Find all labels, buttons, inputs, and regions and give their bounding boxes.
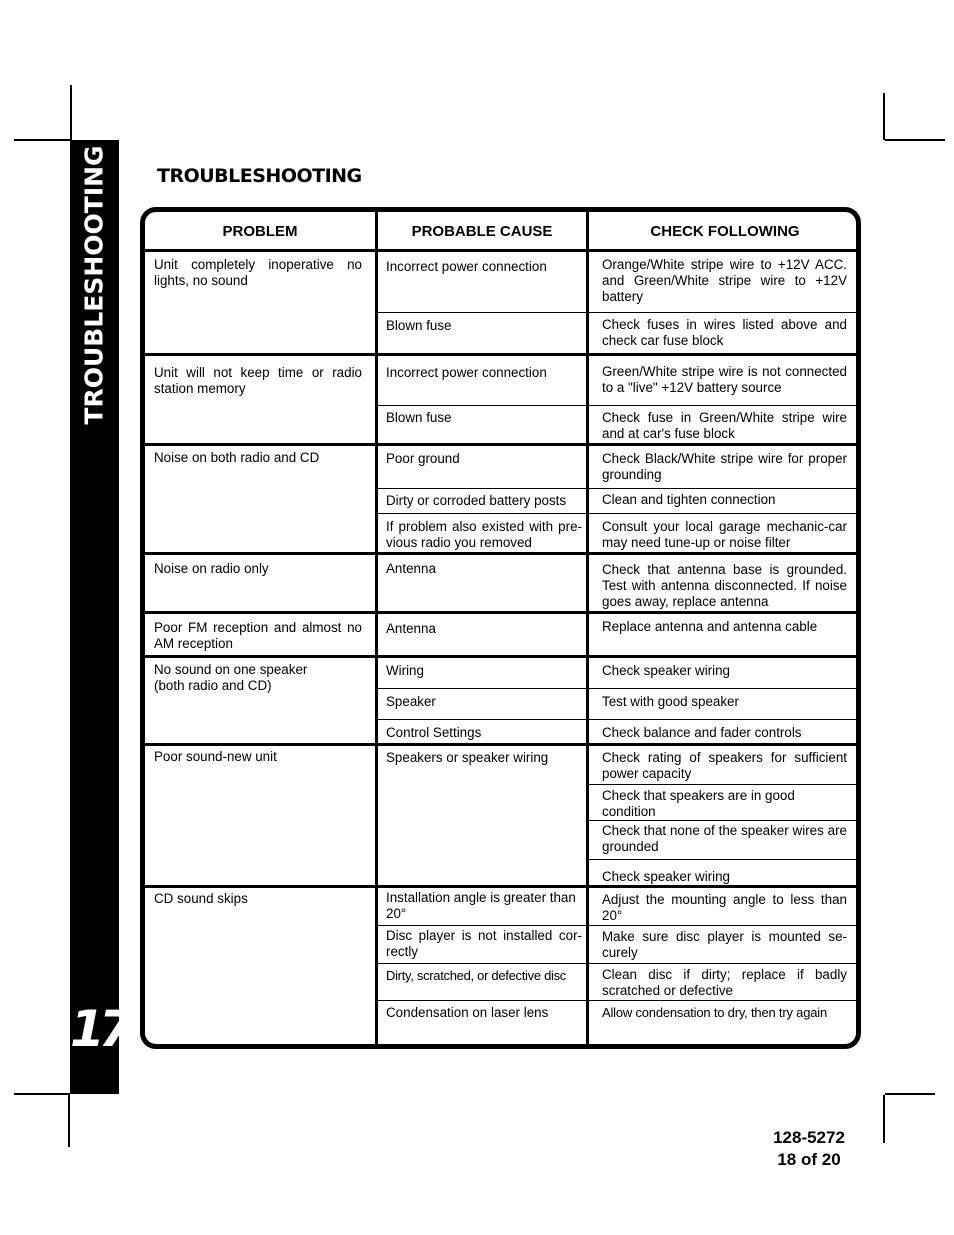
cause-cell: If problem also existed with pre-vious radio you removed — [386, 519, 582, 550]
problem-cell: Unit completely inoperative no lights, no sound — [154, 257, 362, 288]
check-cell: Replace antenna and antenna cable — [602, 619, 818, 634]
check-cell: Check that none of the speaker wires are grounded — [602, 823, 847, 854]
cause-cell: Incorrect power connection — [386, 365, 547, 380]
crop-mark — [883, 93, 885, 140]
crop-mark — [883, 1095, 885, 1143]
column-header-cause: PROBABLE CAUSE — [411, 222, 553, 240]
problem-cell: No sound on one speaker (both radio and CD) — [154, 662, 308, 693]
page-heading: TROUBLESHOOTING — [157, 165, 362, 187]
cause-cell: Installation angle is greater than 20° — [386, 890, 576, 921]
check-cell: Check balance and fader controls — [602, 725, 802, 740]
problem-cell: Noise on both radio and CD — [154, 450, 320, 465]
check-cell: Check that antenna base is grounded. Test with antenna disconnected. If noise goes away, replace antenna — [602, 562, 847, 609]
check-cell: Check Black/White stripe wire for proper grounding — [602, 451, 847, 482]
check-cell: Check fuses in wires listed above and check car fuse block — [602, 317, 847, 348]
check-cell: Allow condensation to dry, then try again — [602, 1005, 827, 1020]
crop-mark — [68, 1095, 70, 1147]
check-cell: Test with good speaker — [602, 694, 739, 709]
cause-cell: Poor ground — [386, 451, 460, 466]
cause-cell: Wiring — [386, 663, 424, 678]
page-of: 18 of 20 — [777, 1150, 841, 1169]
page-number: 17 — [70, 1000, 128, 1058]
problem-cell: CD sound skips — [154, 891, 248, 906]
cause-cell: Speaker — [386, 694, 436, 709]
crop-mark — [14, 139, 70, 141]
check-cell: Check speaker wiring — [602, 869, 731, 884]
problem-cell: Poor FM reception and almost no AM reception — [154, 620, 362, 651]
check-cell: Clean disc if dirty; replace if badly scratched or defective — [602, 967, 847, 998]
document-footer — [760, 1127, 858, 1171]
check-cell: Consult your local garage mechanic-car may need tune-up or noise filter — [602, 519, 847, 550]
cause-cell: Antenna — [386, 561, 436, 576]
cause-cell: Dirty, scratched, or defective disc — [386, 968, 566, 983]
cause-cell: Dirty or corroded battery posts — [386, 493, 567, 508]
crop-mark — [885, 139, 945, 141]
cause-cell: Incorrect power connection — [386, 259, 547, 274]
cause-cell: Blown fuse — [386, 318, 452, 333]
doc-number: 128-5272 — [773, 1128, 845, 1147]
check-cell: Check speaker wiring — [602, 663, 731, 678]
cause-cell: Condensation on laser lens — [386, 1005, 549, 1020]
check-cell: Check fuse in Green/White stripe wire and at car's fuse block — [602, 410, 847, 441]
cause-cell: Speakers or speaker wiring — [386, 750, 549, 765]
sidebar-title: TROUBLESHOOTING — [79, 145, 109, 425]
check-cell: Adjust the mounting angle to less than 20° — [602, 892, 847, 923]
check-cell: Orange/White stripe wire to +12V ACC. and Green/White stripe wire to +12V battery — [602, 257, 847, 304]
check-cell: Check rating of speakers for sufficient power capacity — [602, 750, 847, 781]
problem-cell: Poor sound-new unit — [154, 749, 277, 764]
check-cell: Green/White stripe wire is not connected to a "live" +12V battery source — [602, 364, 847, 395]
cause-cell: Control Settings — [386, 725, 482, 740]
column-header-check: CHECK FOLLOWING — [650, 222, 800, 240]
cause-cell: Antenna — [386, 621, 436, 636]
crop-mark — [70, 85, 72, 140]
troubleshooting-table — [140, 207, 861, 1049]
check-cell: Clean and tighten connection — [602, 492, 776, 507]
check-cell: Make sure disc player is mounted se-curely — [602, 929, 847, 960]
problem-cell: Unit will not keep time or radio station memory — [154, 365, 362, 396]
check-cell: Check that speakers are in good condition — [602, 788, 795, 819]
column-header-problem: PROBLEM — [222, 222, 298, 240]
crop-mark — [14, 1093, 70, 1095]
cause-cell: Blown fuse — [386, 410, 452, 425]
problem-cell: Noise on radio only — [154, 561, 269, 576]
crop-mark — [885, 1093, 935, 1095]
cause-cell: Disc player is not installed cor-rectly — [386, 928, 582, 959]
